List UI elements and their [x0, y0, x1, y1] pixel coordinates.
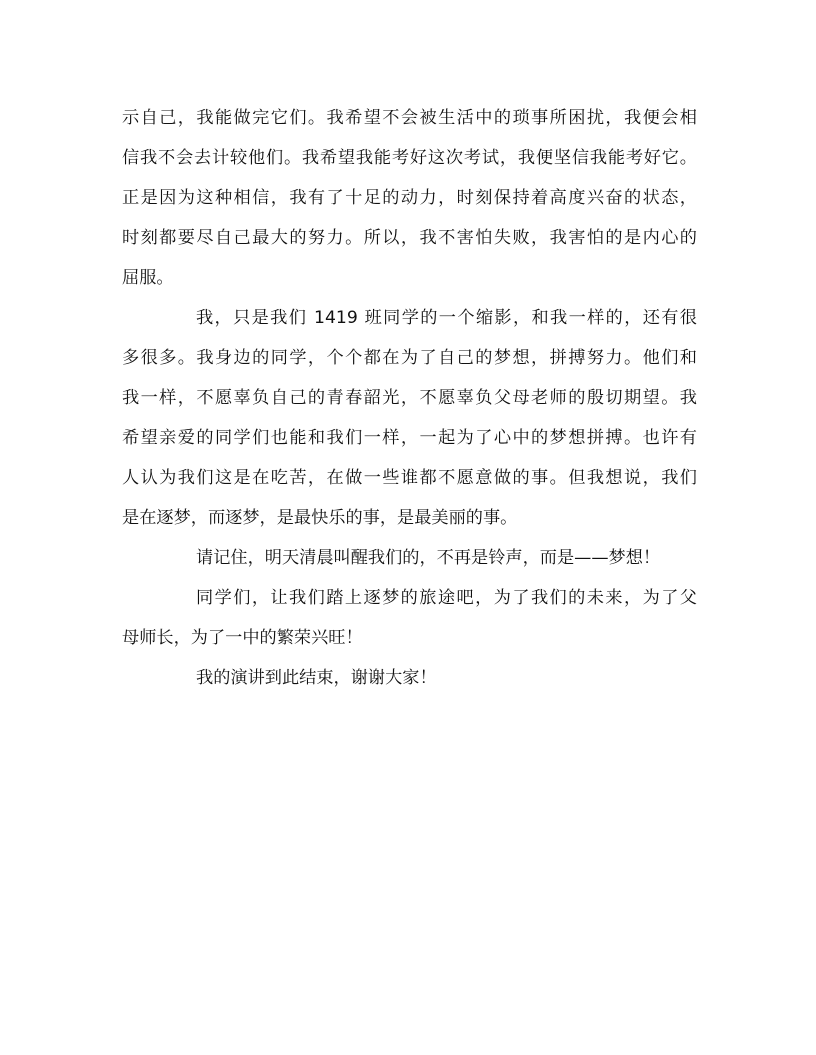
text-line: 示自己，我能做完它们。我希望不会被生活中的琐事所困扰，我便会相: [122, 108, 697, 128]
text-line: 多很多。我身边的同学，个个都在为了自己的梦想，拼搏努力。他们和: [122, 348, 697, 368]
text-line: 信我不会去计较他们。我希望我能考好这次考试，我便坚信我能考好它。: [122, 148, 697, 168]
text-line: 人认为我们这是在吃苦，在做一些谁都不愿意做的事。但我想说，我们: [122, 468, 697, 488]
paragraph: [122, 658, 697, 698]
paragraph: [122, 298, 697, 538]
paragraph: [122, 98, 697, 298]
text-line: 我的演讲到此结束，谢谢大家！: [196, 668, 437, 688]
text-line: 希望亲爱的同学们也能和我们一样，一起为了心中的梦想拼搏。也许有: [122, 428, 697, 448]
text-line: 母师长，为了一中的繁荣兴旺！: [122, 628, 363, 648]
paragraph: [122, 538, 697, 578]
text-line: 我一样，不愿辜负自己的青春韶光，不愿辜负父母老师的殷切期望。我: [122, 388, 697, 408]
text-line: 我，只是我们 1419 班同学的一个缩影，和我一样的，还有很: [196, 308, 697, 328]
text-line: 正是因为这种相信，我有了十足的动力，时刻保持着高度兴奋的状态，: [122, 188, 697, 208]
text-line: 时刻都要尽自己最大的努力。所以，我不害怕失败，我害怕的是内心的: [122, 228, 697, 248]
text-line: 同学们，让我们踏上逐梦的旅途吧，为了我们的未来，为了父: [196, 588, 697, 608]
text-line: 请记住，明天清晨叫醒我们的，不再是铃声，而是——梦想！: [196, 548, 661, 568]
speech-body: [122, 98, 697, 698]
paragraph: [122, 578, 697, 658]
text-line: 是在逐梦，而逐梦，是最快乐的事，是最美丽的事。: [122, 508, 518, 528]
text-line: 屈服。: [122, 268, 174, 288]
